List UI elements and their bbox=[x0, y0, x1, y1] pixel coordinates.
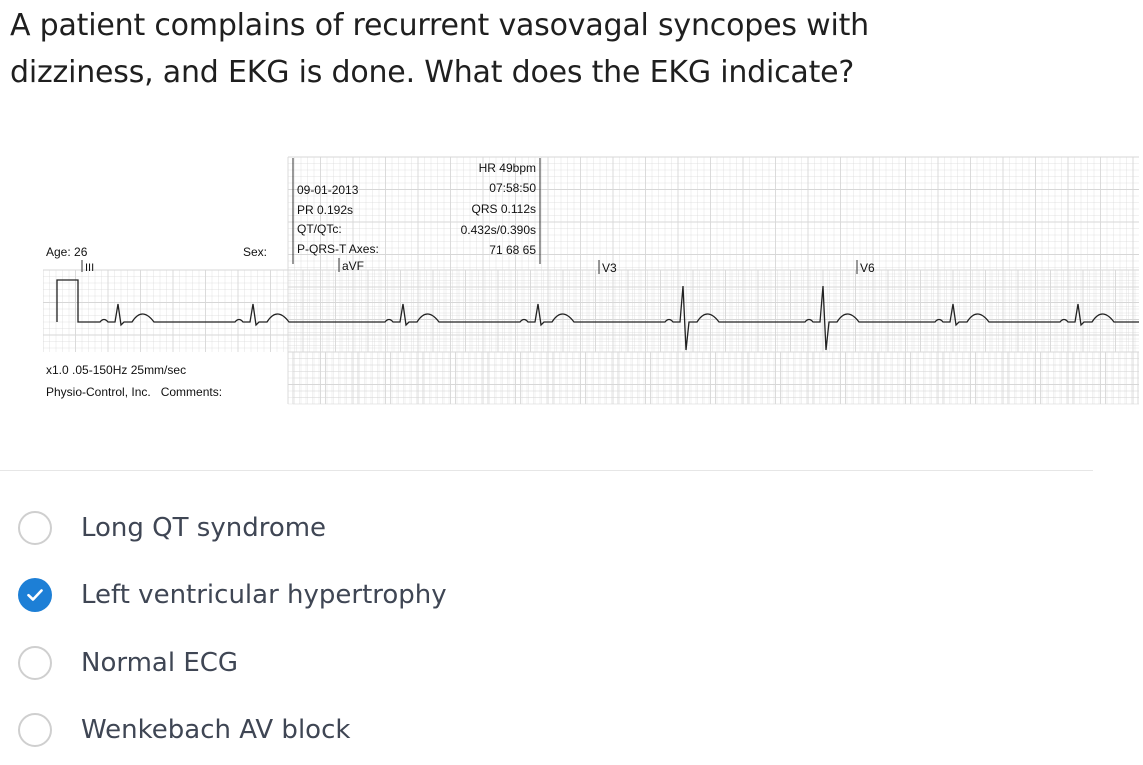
answer-options bbox=[18, 494, 918, 764]
option-label: Normal ECG bbox=[81, 647, 239, 678]
option-label: Left ventricular hypertrophy bbox=[81, 580, 447, 611]
ekg-grid bbox=[43, 157, 1139, 404]
radio-icon[interactable] bbox=[18, 646, 52, 680]
option-label: Long QT syndrome bbox=[81, 512, 327, 543]
ekg-qtc: 0.432s/0.390s bbox=[460, 223, 536, 237]
ekg-hr: HR 49bpm bbox=[478, 161, 536, 175]
ekg-strip bbox=[43, 152, 1139, 412]
option-label: Wenkebach AV block bbox=[81, 715, 351, 746]
lead-label-iii: III bbox=[85, 262, 95, 274]
ekg-footer-brand: Physio-Control, Inc. Comments: bbox=[46, 385, 223, 399]
radio-icon[interactable] bbox=[18, 713, 52, 747]
ekg-image bbox=[43, 152, 1139, 412]
ekg-axes-values: 71 68 65 bbox=[489, 243, 536, 257]
divider bbox=[0, 470, 1093, 471]
lead-label-v3: V3 bbox=[602, 261, 617, 275]
checkmark-icon[interactable] bbox=[18, 578, 52, 612]
option-long-qt[interactable] bbox=[18, 494, 918, 562]
ekg-date: 09-01-2013 bbox=[297, 183, 359, 197]
option-normal-ecg[interactable] bbox=[18, 629, 918, 697]
question-text: A patient complains of recurrent vasovagal syncopes with dizziness, and EKG is done. What does the EKG indicate? bbox=[10, 8, 869, 90]
ekg-footer-settings: x1.0 .05-150Hz 25mm/sec bbox=[46, 363, 187, 377]
ekg-sex: Sex: bbox=[243, 245, 268, 259]
ekg-pr: PR 0.192s bbox=[297, 203, 354, 217]
ekg-time: 07:58:50 bbox=[489, 181, 536, 195]
ekg-age: Age: 26 bbox=[46, 245, 88, 259]
option-wenkebach[interactable] bbox=[18, 697, 918, 765]
radio-icon[interactable] bbox=[18, 511, 52, 545]
option-lvh[interactable] bbox=[18, 562, 918, 630]
lead-label-avf: aVF bbox=[342, 259, 365, 273]
lead-label-v6: V6 bbox=[860, 261, 875, 275]
ekg-qt: QT/QTc: bbox=[297, 222, 342, 236]
ekg-qrs: QRS 0.112s bbox=[471, 202, 536, 216]
ekg-trace bbox=[57, 280, 1139, 350]
ekg-axes: P-QRS-T Axes: bbox=[297, 242, 379, 256]
